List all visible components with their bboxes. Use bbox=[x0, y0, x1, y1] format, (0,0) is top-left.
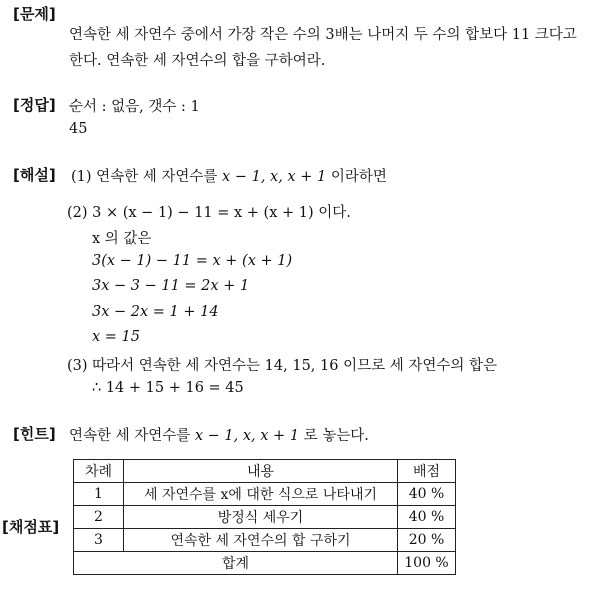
answer-value: 45 bbox=[69, 121, 88, 137]
scoring-tag: [채점표] bbox=[2, 518, 60, 536]
row-number: 1 bbox=[74, 483, 124, 506]
hint-tag: [힌트] bbox=[13, 425, 56, 443]
table-header-row bbox=[74, 460, 456, 483]
hint-math: x − 1, x, x + 1 bbox=[194, 428, 300, 444]
step-1-text: (1) 연속한 세 자연수를 bbox=[71, 169, 218, 185]
hint-prefix: 연속한 세 자연수를 bbox=[69, 428, 191, 444]
row-content: 연속한 세 자연수의 합 구하기 bbox=[124, 529, 398, 552]
total-points: 100 % bbox=[398, 552, 456, 575]
step-1-suffix: 이라하면 bbox=[330, 169, 387, 185]
step-2-suffix: 이다. bbox=[318, 205, 351, 221]
equation-2: 3x − 3 − 11 = 2x + 1 bbox=[92, 278, 250, 294]
x-value-label: x 의 값은 bbox=[92, 231, 152, 247]
hint-text bbox=[69, 424, 369, 445]
row-points: 40 % bbox=[398, 483, 456, 506]
row-content: 방정식 세우기 bbox=[124, 506, 398, 529]
solution-step-2 bbox=[67, 201, 351, 222]
row-number: 3 bbox=[74, 529, 124, 552]
step-3-text: (3) 따라서 연속한 세 자연수는 bbox=[67, 358, 261, 374]
problem-tag: [문제] bbox=[13, 5, 56, 23]
header-points: 배점 bbox=[398, 460, 456, 483]
problem-line-2: 한다. 연속한 세 자연수의 합을 구하여라. bbox=[69, 53, 326, 69]
equation-1: 3(x − 1) − 11 = x + (x + 1) bbox=[92, 253, 293, 269]
final-sum: ∴ 14 + 15 + 16 = 45 bbox=[92, 380, 244, 396]
header-content: 내용 bbox=[124, 460, 398, 483]
table-total-row bbox=[74, 552, 456, 575]
table-row bbox=[74, 506, 456, 529]
row-number: 2 bbox=[74, 506, 124, 529]
table-row bbox=[74, 483, 456, 506]
answer-meta: 순서 : 없음, 갯수 : 1 bbox=[69, 99, 200, 115]
header-order: 차례 bbox=[74, 460, 124, 483]
answer-tag: [정답] bbox=[13, 96, 56, 114]
hint-suffix: 로 놓는다. bbox=[303, 428, 369, 444]
equation-4: x = 15 bbox=[92, 329, 140, 345]
step-1-math: x − 1, x, x + 1 bbox=[222, 169, 327, 185]
solution-step-3 bbox=[67, 354, 497, 375]
step-3-suffix: 이므로 세 자연수의 합은 bbox=[343, 358, 497, 374]
total-label: 합계 bbox=[74, 552, 398, 575]
row-content: 세 자연수를 x에 대한 식으로 나타내기 bbox=[124, 483, 398, 506]
step-3-math: 14, 15, 16 bbox=[264, 358, 339, 374]
row-points: 20 % bbox=[398, 529, 456, 552]
problem-line-1: 연속한 세 자연수 중에서 가장 작은 수의 3배는 나머지 두 수의 합보다 11 크다고 bbox=[69, 27, 577, 43]
solution-tag: [해설] bbox=[13, 166, 56, 184]
step-2-equation: (2) 3 × (x − 1) − 11 = x + (x + 1) bbox=[67, 205, 314, 221]
equation-3: 3x − 2x = 1 + 14 bbox=[92, 304, 219, 320]
row-points: 40 % bbox=[398, 506, 456, 529]
scoring-table bbox=[73, 459, 456, 575]
solution-step-1 bbox=[71, 165, 387, 186]
table-row bbox=[74, 529, 456, 552]
